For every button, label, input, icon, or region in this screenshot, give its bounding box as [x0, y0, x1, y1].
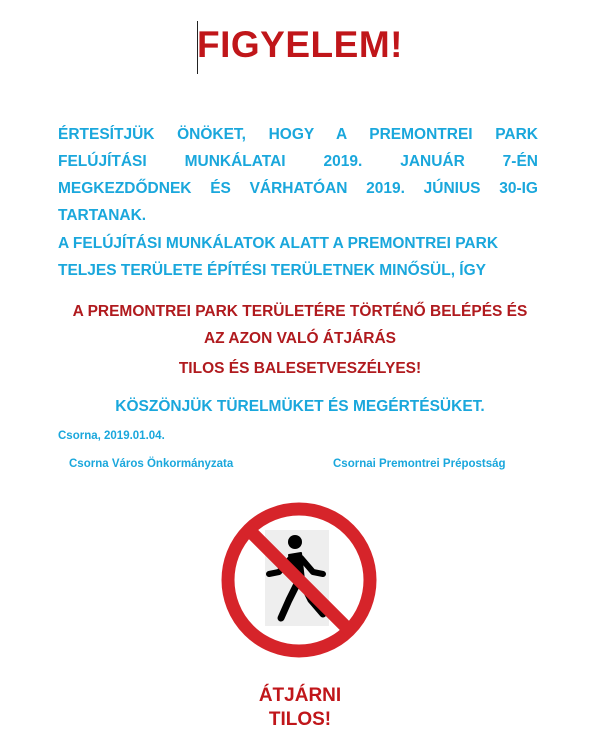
sign-caption-line-1: ÁTJÁRNI: [258, 685, 342, 706]
signature-provostry: Csornai Premontrei Prépostság: [333, 458, 506, 470]
thank-you-line: KÖSZÖNJÜK TÜRELMÜKET ÉS MEGÉRTÉSÜKET.: [115, 398, 485, 415]
construction-line-2: TELJES TERÜLETE ÉPÍTÉSI TERÜLETNEK MINŐSÜL, ÍGY: [58, 262, 487, 279]
page-title: FIGYELEM!: [197, 24, 403, 65]
construction-line-1: A FELÚJÍTÁSI MUNKÁLATOK ALATT A PREMONTREI PARK: [58, 235, 499, 252]
sign-caption-line-2: TILOS!: [268, 709, 332, 730]
notice-paragraph-construction: [58, 230, 538, 284]
entry-line-2: AZ AZON VALÓ ÁTJÁRÁS: [203, 330, 397, 347]
no-pedestrian-icon: [219, 500, 379, 660]
notice-paragraph-dates: ÉRTESÍTJÜK ÖNÖKET, HOGY A PREMONTREI PARK FELÚJÍTÁSI MUNKÁLATAI 2019. JANUÁR 7-ÉN MEGKEZDŐDNEK ÉS VÁRHATÓAN 2019. JÚNIUS 30-IG TARTANAK.: [58, 126, 538, 224]
signature-municipality: Csorna Város Önkormányzata: [69, 458, 234, 470]
date-line: Csorna, 2019.01.04.: [58, 430, 165, 442]
entry-line-1: A PREMONTREI PARK TERÜLETÉRE TÖRTÉNŐ BELÉPÉS ÉS: [72, 303, 528, 320]
sign-caption: [0, 684, 600, 732]
prohibited-warning: TILOS ÉS BALESETVESZÉLYES!: [178, 360, 422, 377]
notice-paragraph-entry: [40, 298, 560, 352]
